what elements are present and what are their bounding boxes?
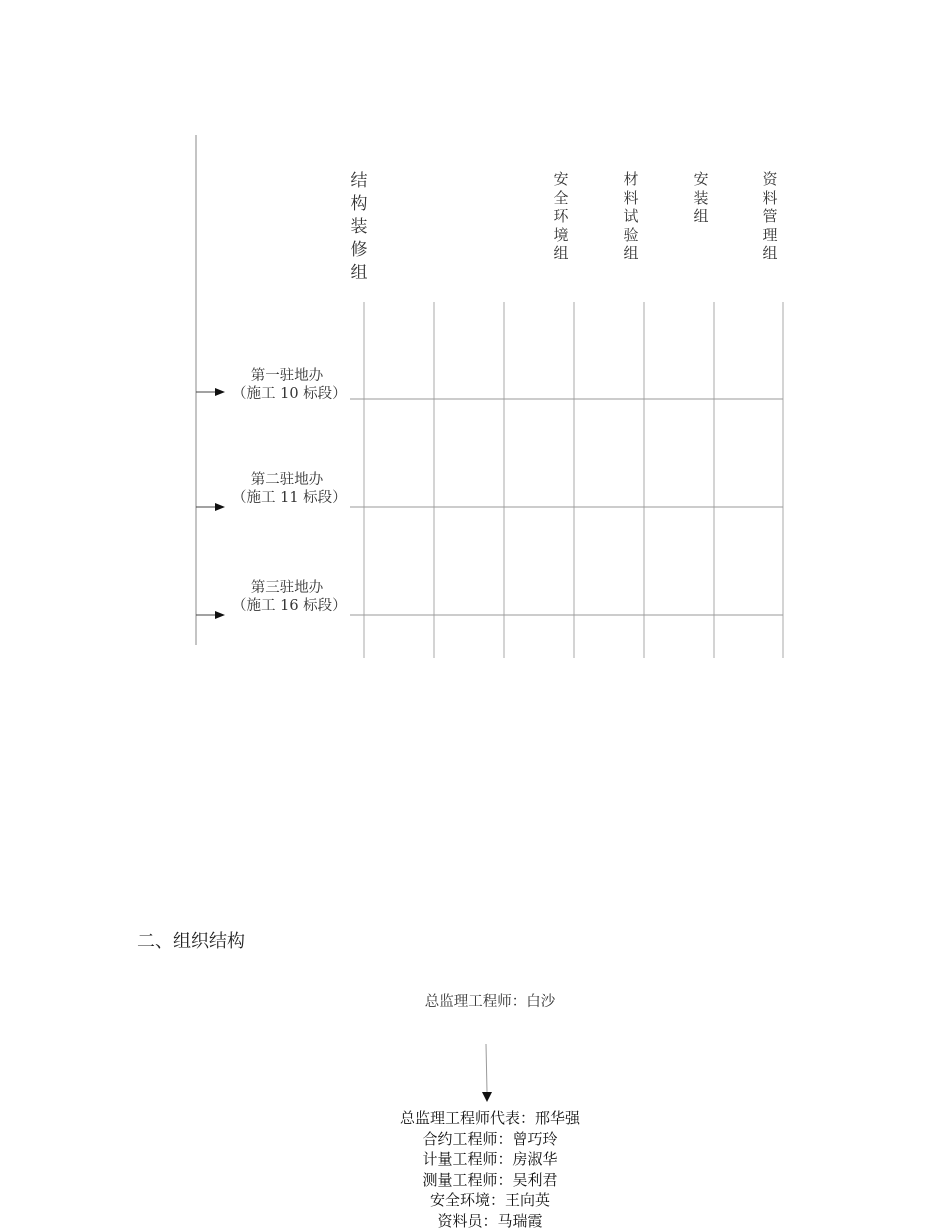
down-arrow-icon	[470, 1040, 504, 1106]
section-title: 二、组织结构	[137, 930, 245, 954]
office-3	[232, 579, 342, 615]
office-3-section: （施工 16 标段）	[232, 597, 342, 615]
office-1-section: （施工 10 标段）	[232, 385, 342, 403]
staff-item-survey: 测量工程师：吴利君	[340, 1170, 640, 1191]
group-label-documents: 资料管理组	[758, 170, 782, 263]
staff-item-metering: 计量工程师：房淑华	[340, 1149, 640, 1170]
office-2-section: （施工 11 标段）	[232, 489, 342, 507]
chief-engineer: 总监理工程师：白沙	[375, 990, 605, 1011]
grid-horizontals	[350, 399, 783, 615]
office-arrow-2	[196, 503, 225, 511]
group-label-safety: 安全环境组	[549, 170, 573, 263]
group-label-materials: 材料试验组	[619, 170, 643, 263]
staff-list	[340, 1108, 640, 1231]
office-2-name: 第二驻地办	[232, 471, 342, 489]
office-arrow-1	[196, 388, 225, 396]
staff-item-contract: 合约工程师：曾巧玲	[340, 1129, 640, 1150]
group-label-installation: 安装组	[689, 170, 713, 226]
staff-item-safety: 安全环境：王向英	[340, 1190, 640, 1211]
office-2	[232, 471, 342, 507]
office-arrow-3	[196, 611, 225, 619]
office-3-name: 第三驻地办	[232, 579, 342, 597]
grid-verticals	[364, 302, 783, 658]
office-1	[232, 367, 342, 403]
staff-item-deputy: 总监理工程师代表：邢华强	[340, 1108, 640, 1129]
group-label-structure: 结构装修组	[347, 170, 371, 285]
office-1-name: 第一驻地办	[232, 367, 342, 385]
staff-item-records: 资料员：马瑞霞	[340, 1211, 640, 1231]
